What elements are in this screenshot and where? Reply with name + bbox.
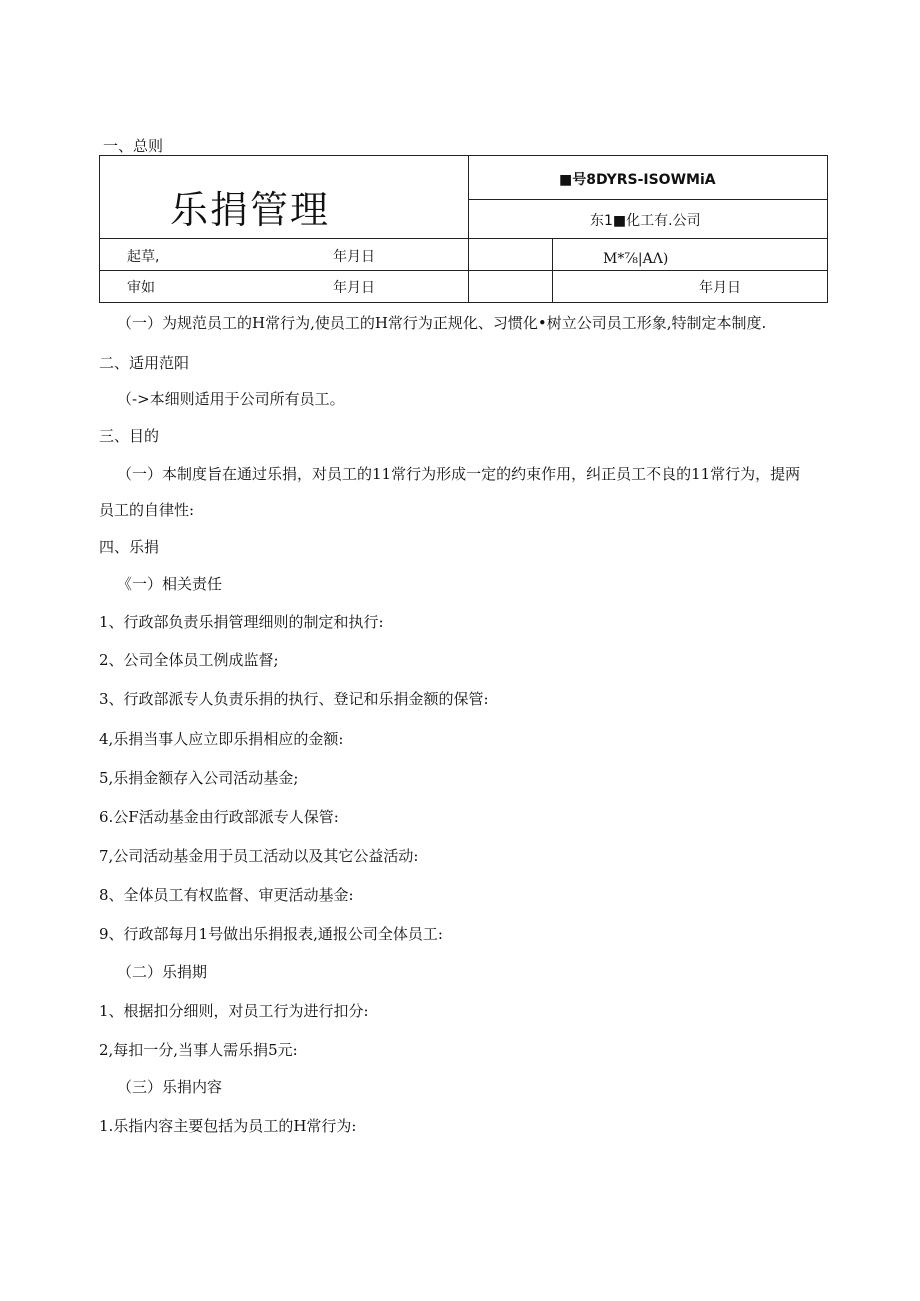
table-divider [468,199,827,200]
section-donation-heading: 四、乐捐 [99,538,160,556]
list-item: 9、行政部每月1号做出乐捐报表,通报公司全体员工: [99,925,443,943]
purpose-paragraph: （一）为规范员工的H常行为,使员工的H常行为正规化、习惯化•树立公司员工形象,特制定本制度. [117,314,767,332]
list-item: 2、公司全体员工例成监督; [99,651,279,669]
list-item: 4,乐捐当事人应立即乐捐相应的金额: [99,730,344,748]
table-divider [100,270,827,271]
list-item: 1、根据扣分细则，对员工行为进行扣分: [99,1002,369,1020]
review-label: 审如 [127,280,155,296]
list-item: 8、全体员工有权监督、审更活动基金: [99,886,354,904]
document-number: ■号8DYRS-ISOWMiA [559,172,716,188]
draft-date: 年月日 [333,249,375,265]
list-item: 1、行政部负责乐捐管理细则的制定和执行: [99,613,384,631]
section-scope-heading: 二、适用范阳 [99,354,190,372]
document-header-table [99,155,828,303]
subsection-content: （三）乐捐内容 [117,1078,223,1096]
list-item: 5,乐捐金额存入公司活动基金; [99,769,299,787]
objective-paragraph-line1: （一）本制度旨在通过乐捐，对员工的11常行为形成一定的约束作用，纠正员工不良的11常行为，提两 [117,465,801,483]
approve-date: 年月日 [699,280,741,296]
company-name: 东1■化工有.公司 [590,213,701,229]
subsection-responsibility: 《一）相关责任 [117,575,223,593]
list-item: 2,每扣一分,当事人需乐捐5元: [99,1041,298,1059]
scope-paragraph: （->本细则适用于公司所有员工。 [117,390,345,408]
list-item: 1.乐指内容主要包括为员工的H常行为: [99,1117,357,1135]
draft-label: 起草, [127,249,160,265]
section-general-heading: 一、总则 [103,137,164,155]
version-number: M*⅞|AΛ) [603,251,669,267]
list-item: 3、行政部派专人负责乐捐的执行、登记和乐捐金额的保管: [99,690,489,708]
subsection-period: （二）乐捐期 [117,963,208,981]
list-item: 7,公司活动基金用于员工活动以及其它公益活动: [99,847,419,865]
section-objective-heading: 三、目的 [99,427,160,445]
table-divider [468,156,469,302]
objective-paragraph-line2: 员工的自律性: [99,501,195,519]
review-date: 年月日 [333,280,375,296]
document-title: 乐捐管理 [170,188,331,232]
list-item: 6.公F活动基金由行政部派专人保管: [99,808,339,826]
table-divider [100,238,827,239]
